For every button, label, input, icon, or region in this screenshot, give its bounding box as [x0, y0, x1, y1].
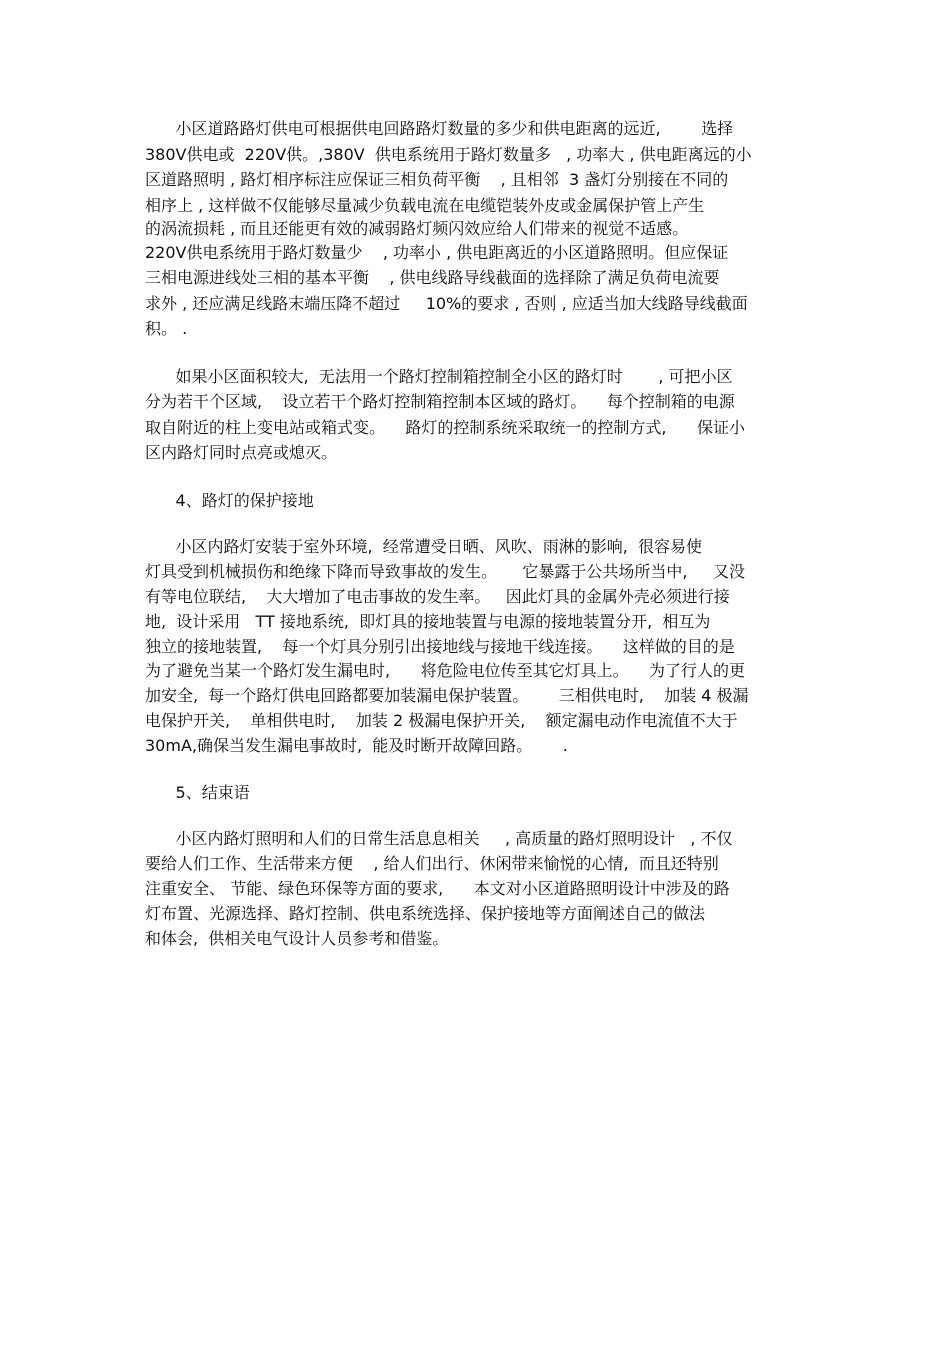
text-line: 如果小区面积较大, 无法用一个路灯控制箱控制全小区的路灯时 , 可把小区	[145, 367, 733, 386]
text-line: 区道路照明 , 路灯相序标注应保证三相负荷平衡 , 且相邻 3 盏灯分别接在不同的	[145, 170, 729, 189]
text-line: 的涡流损耗 , 而且还能更有效的减弱路灯频闪效应给人们带来的视觉不适感。	[145, 219, 689, 238]
text-line: 220V供电系统用于路灯数量少 , 功率小 , 供电距离近的小区道路照明。但应保证	[145, 243, 729, 262]
text-line: 和体会, 供相关电气设计人员参考和借鉴。	[145, 929, 449, 948]
text-line: 积。 .	[145, 319, 188, 338]
text-line: 为了避免当某一个路灯发生漏电时, 将危险电位传至其它灯具上。 为了行人的更	[145, 661, 745, 680]
text-line: 区内路灯同时点亮或熄灭。	[145, 443, 338, 462]
text-line: 取自附近的柱上变电站或箱式变。 路灯的控制系统采取统一的控制方式, 保证小	[145, 418, 745, 437]
text-line: 三相电源进线处三相的基本平衡 , 供电线路导线截面的选择除了满足负荷电流要	[145, 268, 720, 287]
text-line: 地, 设计采用 TT 接地系统, 即灯具的接地装置与电源的接地装置分开, 相互为	[145, 612, 711, 631]
text-line: 380V供电或 220V供。,380V 供电系统用于路灯数量多 , 功率大 , 供电距离远的小	[145, 145, 752, 164]
text-line: 加安全, 每一个路灯供电回路都要加装漏电保护装置。 三相供电时, 加装 4 极漏	[145, 686, 749, 705]
text-line: 相序上 , 这样做不仅能够尽量减少负载电流在电缆铠装外皮或金属保护管上产生	[145, 196, 705, 215]
text-line: 注重安全、 节能、绿色环保等方面的要求, 本文对小区道路照明设计中涉及的路	[145, 879, 730, 898]
text-line: 灯布置、光源选择、路灯控制、供电系统选择、保护接地等方面阐述自己的做法	[145, 904, 706, 923]
text-line: 求外 , 还应满足线路末端压降不超过 10%的要求 , 否则 , 应适当加大线路导线截面	[145, 294, 748, 313]
text-line: 分为若干个区域, 设立若干个路灯控制箱控制本区域的路灯。 每个控制箱的电源	[145, 392, 735, 411]
text-line: 独立的接地装置, 每一个灯具分别引出接地线与接地干线连接。 这样做的目的是	[145, 637, 735, 656]
text-line: 30mA,确保当发生漏电事故时, 能及时断开故障回路。 .	[145, 736, 568, 755]
text-line: 有等电位联结, 大大增加了电击事故的发生率。 因此灯具的金属外壳必须进行接	[145, 587, 730, 606]
section-heading: 5、结束语	[145, 783, 250, 802]
text-line: 小区道路路灯供电可根据供电回路路灯数量的多少和供电距离的远近, 选择	[145, 119, 734, 138]
section-heading: 4、路灯的保护接地	[145, 491, 314, 510]
text-line: 灯具受到机械损伤和绝缘下降而导致事故的发生。 它暴露于公共场所当中, 又没	[145, 562, 745, 581]
text-line: 要给人们工作、生活带来方便 , 给人们出行、休闲带来愉悦的心情, 而且还特别	[145, 854, 719, 873]
text-line: 电保护开关, 单相供电时, 加装 2 极漏电保护开关, 额定漏电动作电流值不大于	[145, 711, 738, 730]
text-line: 小区内路灯安装于室外环境, 经常遭受日晒、风吹、雨淋的影响, 很容易使	[145, 537, 703, 556]
text-line: 小区内路灯照明和人们的日常生活息息相关 , 高质量的路灯照明设计 , 不仅	[145, 829, 733, 848]
